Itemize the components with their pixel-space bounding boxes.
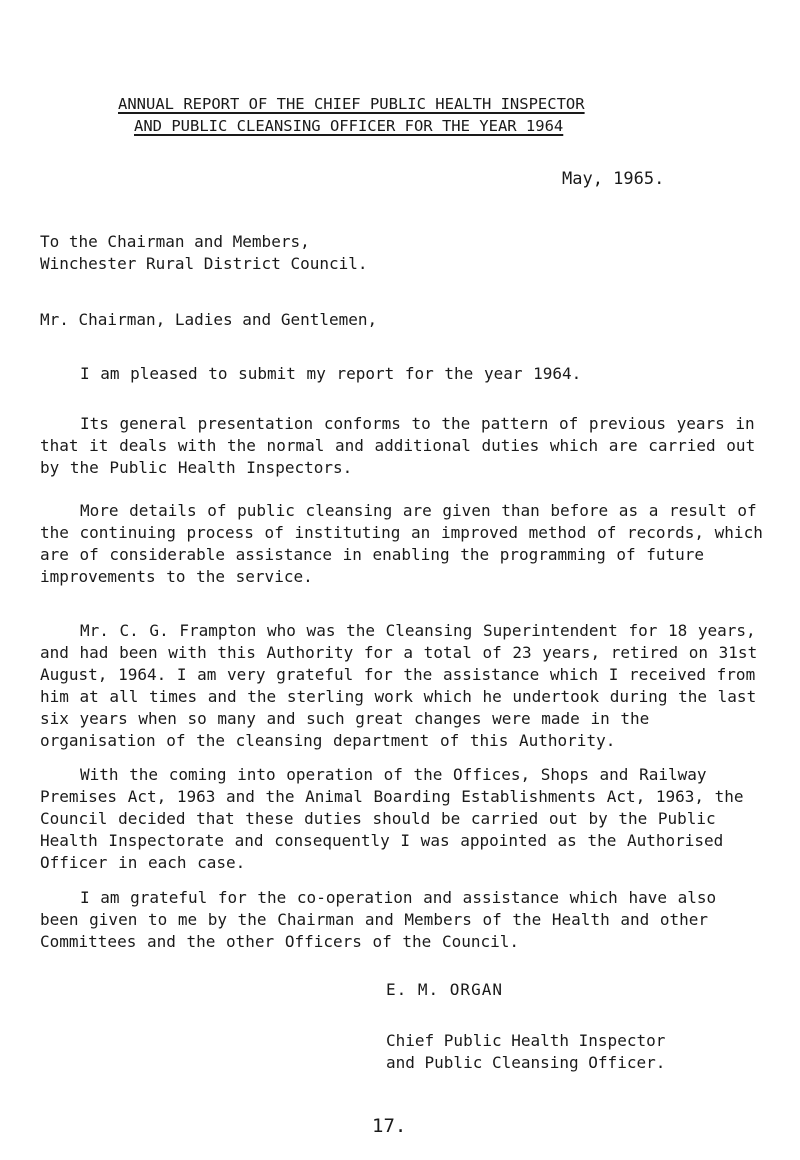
- report-title: [118, 93, 678, 137]
- salutation: Mr. Chairman, Ladies and Gentlemen,: [40, 310, 378, 329]
- signatory-name: E. M. ORGAN: [386, 980, 503, 999]
- paragraph-6: [40, 887, 765, 953]
- paragraph-text: I am grateful for the co-operation and assistance which have also been given to me by the Chairman and Members of the Health and other Committees and the other Officers of the Council.: [40, 888, 717, 951]
- addressee-block: [40, 231, 368, 275]
- title-line-1: ANNUAL REPORT OF THE CHIEF PUBLIC HEALTH INSPECTOR: [118, 95, 585, 113]
- signatory-title-line-2: and Public Cleansing Officer.: [386, 1053, 666, 1072]
- addressee-line-1: To the Chairman and Members,: [40, 232, 310, 251]
- paragraph-text: Its general presentation conforms to the pattern of previous years in that it deals with the normal and additional duties which are carried out by the Public Health Inspectors.: [40, 414, 756, 477]
- signatory-title-line-1: Chief Public Health Inspector: [386, 1031, 666, 1050]
- title-line-2: AND PUBLIC CLEANSING OFFICER FOR THE YEAR 1964: [134, 117, 564, 135]
- paragraph-1: [40, 363, 765, 385]
- paragraph-4: [40, 620, 765, 752]
- paragraph-5: [40, 764, 765, 874]
- signatory-title: [386, 1030, 665, 1074]
- paragraph-text: I am pleased to submit my report for the year 1964.: [80, 364, 582, 383]
- paragraph-text: With the coming into operation of the Offices, Shops and Railway Premises Act, 1963 and the Animal Boarding Establishments Act, 1963, the Council decided that these duties should be carried out by the Public Health Inspectorate and consequently I was appointed as the Authorised Officer in each case.: [40, 765, 744, 872]
- paragraph-2: [40, 413, 765, 479]
- paragraph-text: More details of public cleansing are given than before as a result of the continuing process of instituting an improved method of records, which are of considerable assistance in enabling the programming of future improvements to the service.: [40, 501, 763, 586]
- report-date: May, 1965.: [562, 169, 665, 189]
- page-number: 17.: [372, 1115, 407, 1137]
- addressee-line-2: Winchester Rural District Council.: [40, 254, 368, 273]
- paragraph-3: [40, 500, 765, 588]
- paragraph-text: Mr. C. G. Frampton who was the Cleansing Superintendent for 18 years, and had been with this Authority for a total of 23 years, retired on 31st August, 1964. I am very grateful for the assistance which I received from him at all times and the sterling work which he undertook during the last six years when so many and such great changes were made in the organisation of the cleansing department of this Authority.: [40, 621, 758, 750]
